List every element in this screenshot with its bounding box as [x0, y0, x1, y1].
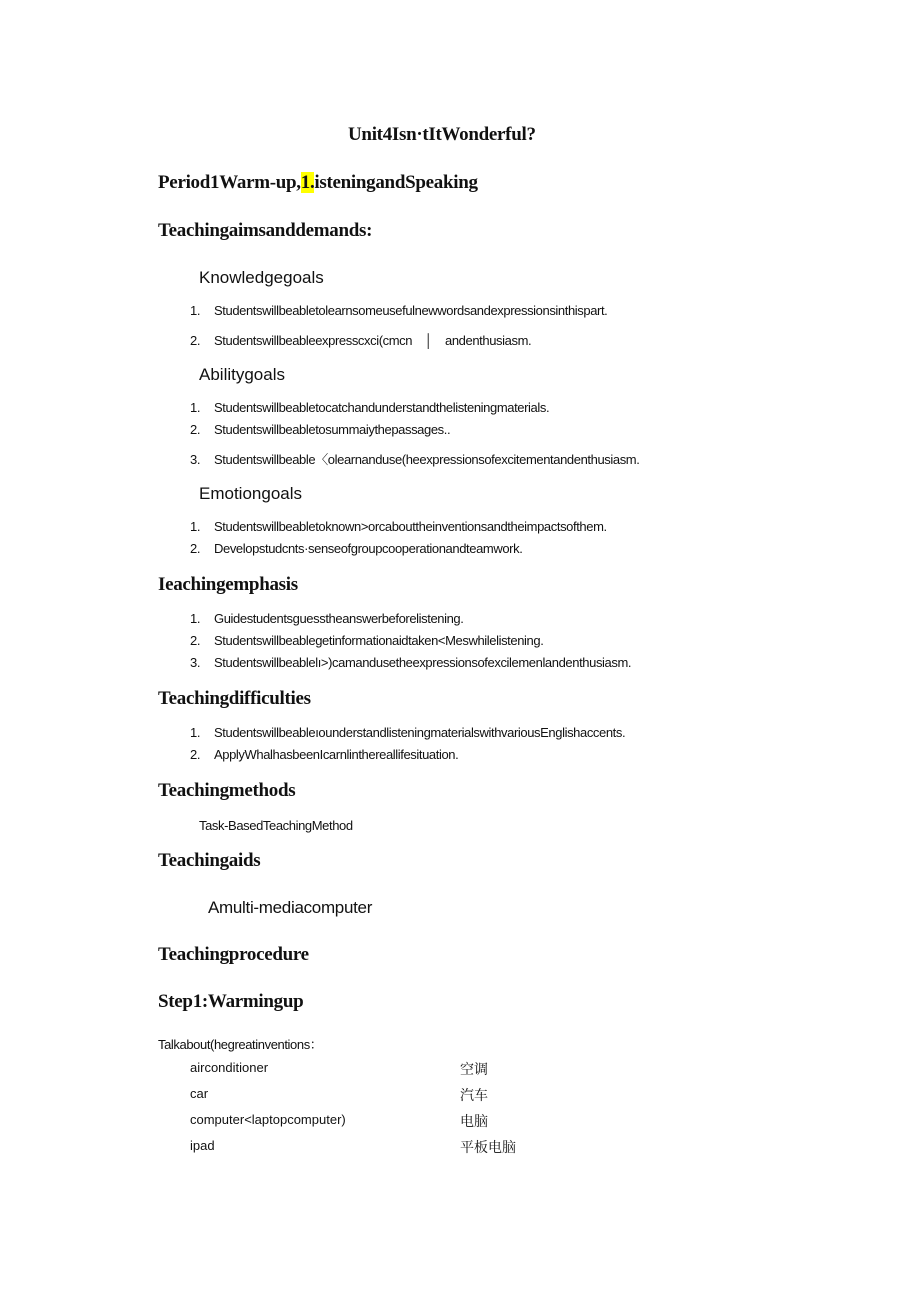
methods-text: Task-BasedTeachingMethod — [199, 818, 353, 833]
vocab-zh: 汽车 — [460, 1088, 488, 1104]
methods-heading: Teachingmethods — [158, 780, 296, 801]
list-item: 3. Studentswillbeable〈olearnanduse(heexpressionsofexcitementandenthusiasm. — [190, 452, 640, 467]
emotion-goals-heading: Emotiongoals — [199, 484, 303, 503]
vocab-zh: 平板电脑 — [460, 1140, 516, 1156]
document-title: Unit4Isn·tItWonderful? — [348, 124, 536, 145]
vocab-zh: 电脑 — [460, 1114, 488, 1130]
vocab-en: computer<laptopcomputer) — [190, 1112, 346, 1127]
aims-heading: Teachingaimsanddemands: — [158, 220, 373, 241]
list-item: 2. Studentswillbeablegetinformationaidtaken<Meswhilelistening. — [190, 633, 544, 648]
procedure-heading: Teachingprocedure — [158, 944, 309, 965]
list-item: 1. Studentswillbeabletoknown>orcabouttheinventionsandtheimpactsofthem. — [190, 519, 607, 534]
vocab-en: car — [190, 1086, 209, 1101]
vocab-zh: 空调 — [460, 1062, 488, 1078]
period-heading-pre: Period1Warm-up, — [158, 172, 301, 193]
period-heading — [158, 172, 478, 194]
period-heading-post: isteningandSpeaking — [314, 172, 478, 193]
vocab-en: airconditioner — [190, 1060, 269, 1075]
list-item: 2. Developstudcnts·senseofgroupcooperationandteamwork. — [190, 541, 523, 556]
list-item: 1. Studentswillbeabletocatchandunderstandthelisteningmaterials. — [190, 400, 550, 415]
list-item: 1. StudentswillbeableıounderstandlisteningmaterialswithvariousEnglishaccents. — [190, 725, 626, 740]
list-item: 2. Studentswillbeabletosummaiythepassages.. — [190, 422, 451, 437]
ability-goals-heading: Abilitygoals — [199, 365, 285, 384]
step1-heading: Step1:Warmingup — [158, 991, 304, 1012]
period-heading-highlight: 1. — [300, 172, 315, 193]
list-item: 1. Guidestudentsguesstheanswerbeforelistening. — [190, 611, 464, 626]
list-item: 1. Studentswillbeabletolearnsomeusefulnewwordsandexpressionsinthispart. — [190, 303, 608, 318]
list-item: 2. Studentswillbeableexpresscxci(cmcn │ andenthusiasm. — [190, 333, 532, 348]
step1-intro: Talkabout(hegreatinventions： — [158, 1037, 323, 1052]
difficulties-heading: Teachingdifficulties — [158, 688, 311, 709]
aids-heading: Teachingaids — [158, 850, 261, 871]
aids-text: Amulti-mediacomputer — [208, 898, 373, 917]
list-item: 3. Studentswillbeablelı>)camandusetheexpressionsofexcilemenlandenthusiasm. — [190, 655, 632, 670]
vocab-en: ipad — [190, 1138, 215, 1153]
list-item: 2. ApplyWhalhasbeenIcarnlinthereallifesituation. — [190, 747, 459, 762]
emphasis-heading: Ieachingemphasis — [158, 574, 298, 595]
knowledge-goals-heading: Knowledgegoals — [199, 268, 324, 287]
